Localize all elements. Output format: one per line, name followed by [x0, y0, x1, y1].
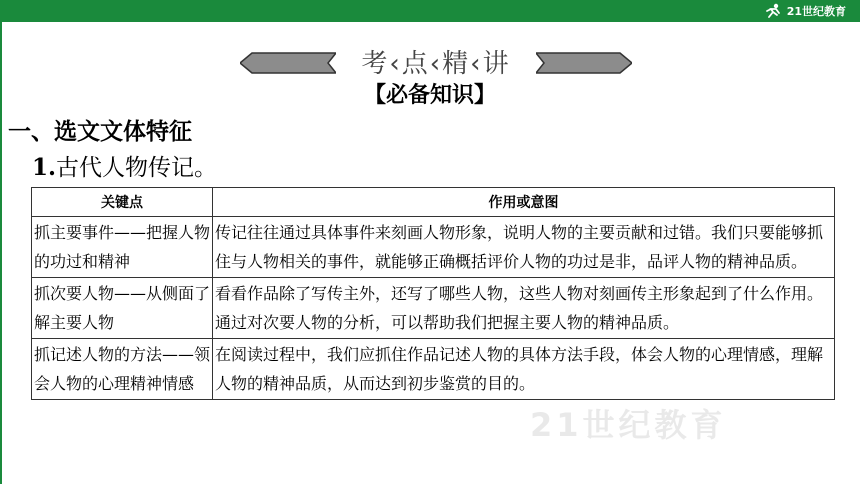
row-key: 抓记述人物的方法——领会人物的心理精神情感 [32, 339, 213, 400]
item-text: 古代人物传记。 [56, 155, 218, 181]
runner-icon [765, 3, 783, 19]
header-key: 关键点 [32, 188, 213, 217]
knowledge-table [31, 187, 835, 400]
banner-left-arrow-icon [240, 52, 336, 74]
subtitle: 【必备知识】 [363, 83, 496, 108]
row-effect: 看看作品除了写传主外，还写了哪些人物，这些人物对刻画传主形象起到了什么作用。通过对次要人物的分析，可以帮助我们把握主要人物的精神品质。 [213, 278, 835, 339]
top-bar [0, 0, 860, 22]
table-header-row [32, 188, 835, 217]
banner-title: 考‹点‹精‹讲 [361, 49, 511, 79]
logo-text: 21世纪教育 [786, 5, 846, 18]
row-effect: 在阅读过程中，我们应抓住作品记述人物的具体方法手段，体会人物的心理情感，理解人物的精神品质，从而达到初步鉴赏的目的。 [213, 339, 835, 400]
section-title: 一、选文文体特征 [8, 119, 192, 145]
table-row [32, 278, 835, 339]
table-row [32, 339, 835, 400]
item-title [32, 149, 217, 182]
watermark: 21世纪教育 [530, 406, 727, 444]
section-banner [240, 46, 632, 82]
item-number: 1. [32, 154, 57, 181]
row-key: 抓次要人物——从侧面了解主要人物 [32, 278, 213, 339]
banner-right-arrow-icon [536, 52, 632, 74]
row-key: 抓主要事件——把握人物的功过和精神 [32, 217, 213, 278]
table-row [32, 217, 835, 278]
logo [765, 2, 846, 20]
header-effect: 作用或意图 [213, 188, 835, 217]
row-effect: 传记往往通过具体事件来刻画人物形象，说明人物的主要贡献和过错。我们只要能够抓住与人物相关的事件，就能够正确概括评价人物的功过是非，品评人物的精神品质。 [213, 217, 835, 278]
